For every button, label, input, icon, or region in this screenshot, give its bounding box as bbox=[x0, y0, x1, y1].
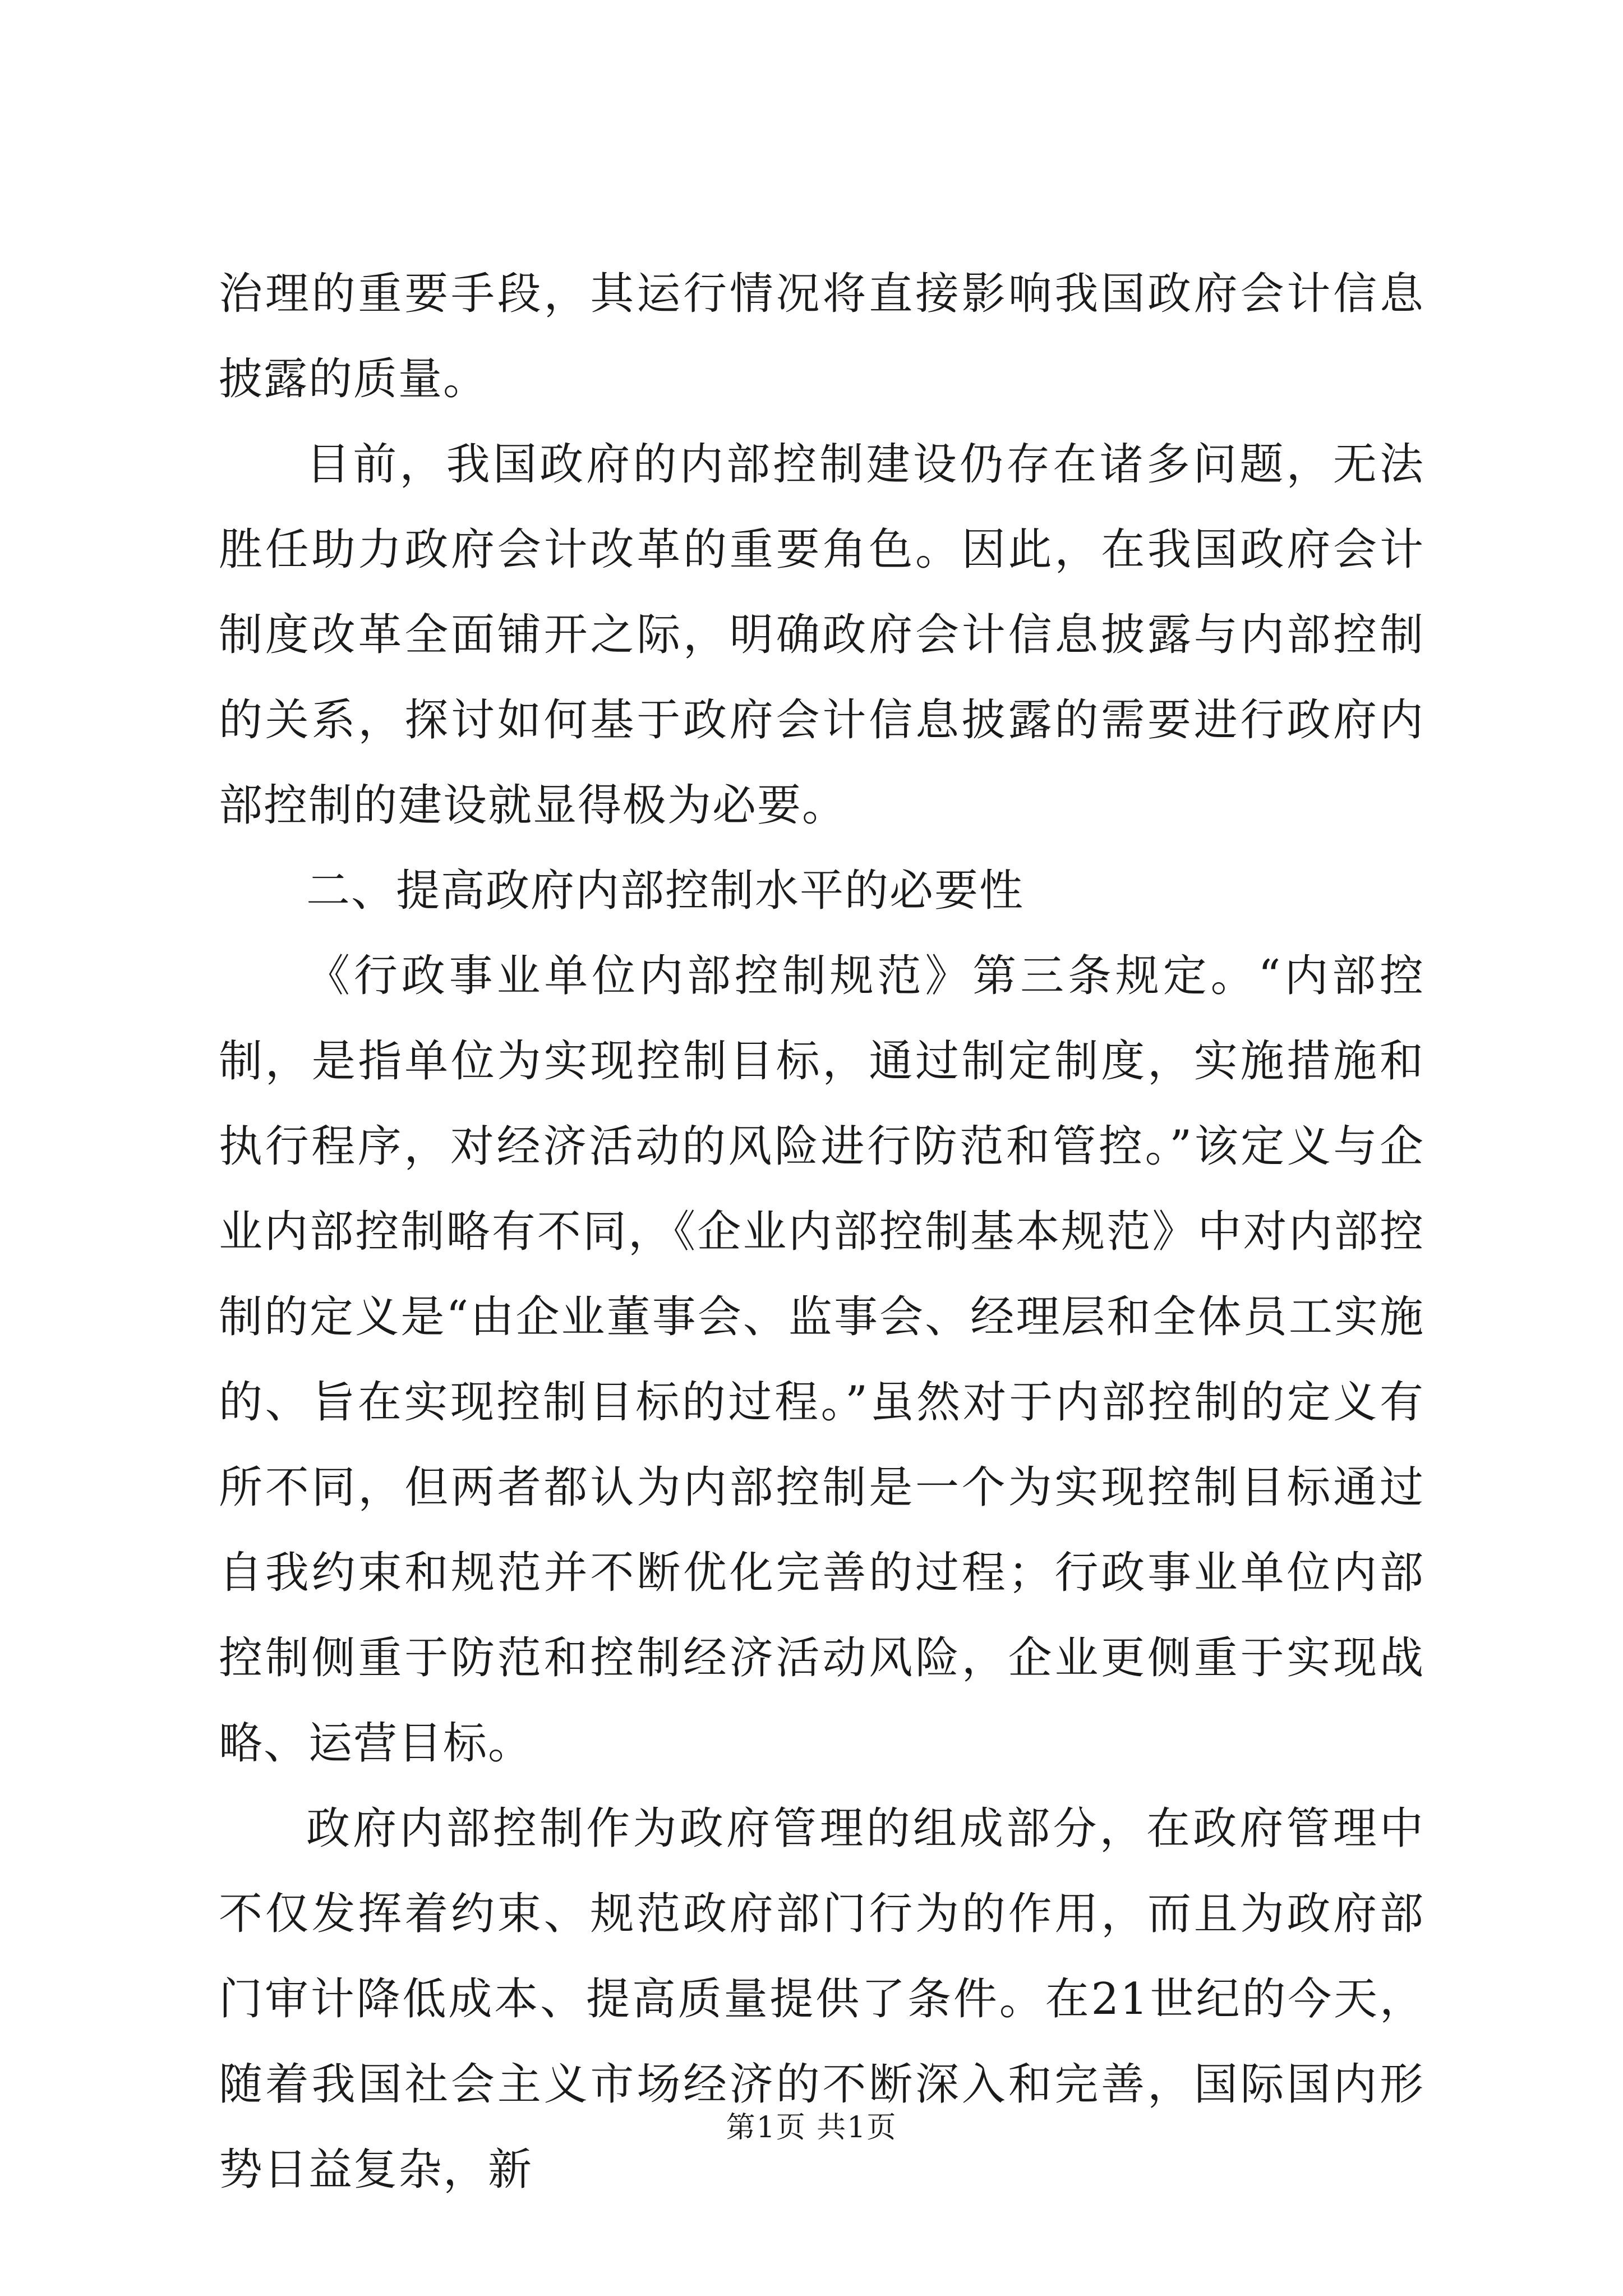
paragraph-2: 目前，我国政府的内部控制建设仍存在诸多问题，无法胜任助力政府会计改革的重要角色。因此，在我国政府会计制度改革全面铺开之际，明确政府会计信息披露与内部控制的关系，探讨如何基于政府会计信息披露的需要进行政府内部控制的建设就显得极为必要。 bbox=[219, 439, 1424, 831]
page-number-label: 第1页 共1页 bbox=[726, 2111, 897, 2145]
paragraph-1: 治理的重要手段，其运行情况将直接影响我国政府会计信息披露的质量。 bbox=[219, 269, 1424, 404]
paragraph-4: 政府内部控制作为政府管理的组成部分，在政府管理中不仅发挥着约束、规范政府部门行为的作用，而且为政府部门审计降低成本、提高质量提供了条件。在21世纪的今天，随着我国社会主义市场经济的不断深入和完善，国际国内形势日益复杂，新 bbox=[219, 1803, 1424, 2195]
section-heading: 二、提高政府内部控制水平的必要性 bbox=[306, 866, 1025, 916]
paragraph-3: 《行政事业单位内部控制规范》第三条规定。“内部控制，是指单位为实现控制目标，通过制定制度，实施措施和执行程序，对经济活动的风险进行防范和管控。”该定义与企业内部控制略有不同，《企业内部控制基本规范》中对内部控制的定义是“由企业董事会、监事会、经理层和全体员工实施的、旨在实现控制目标的过程。”虽然对于内部控制的定义有所不同，但两者都认为内部控制是一个为实现控制目标通过自我约束和规范并不断优化完善的过程；行政事业单位内部控制侧重于防范和控制经济活动风险，企业更侧重于实现战略、运营目标。 bbox=[219, 951, 1424, 1769]
document-body bbox=[219, 251, 1424, 2212]
page-footer bbox=[0, 2108, 1623, 2147]
